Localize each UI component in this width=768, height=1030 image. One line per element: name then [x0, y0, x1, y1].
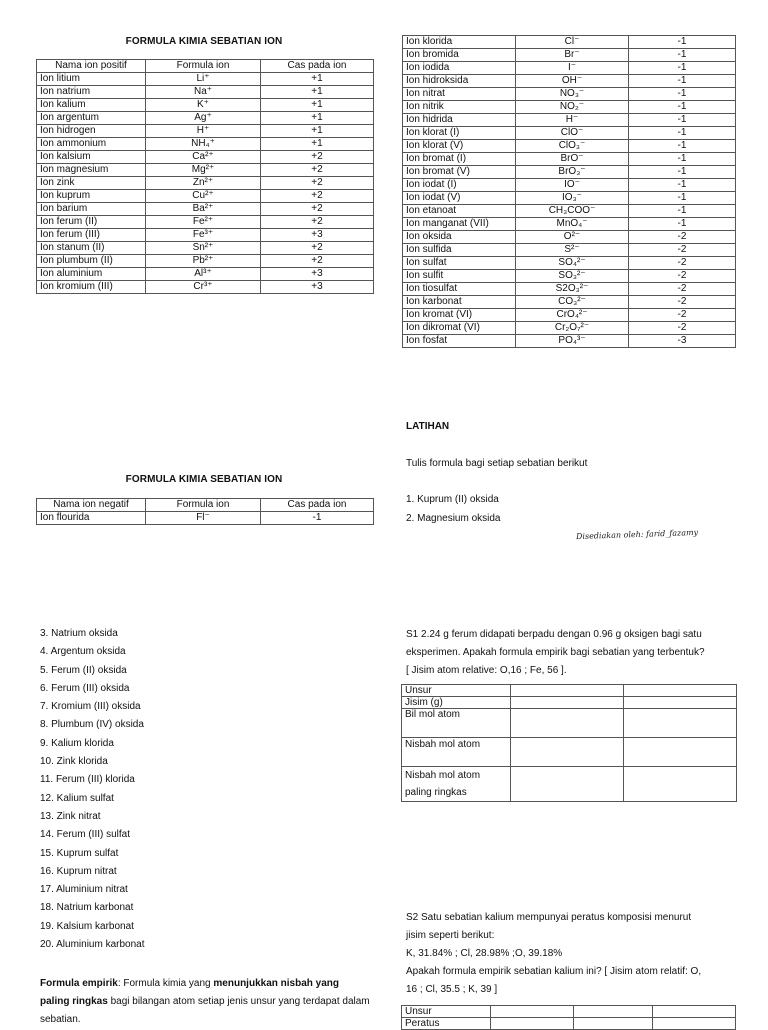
definition-term: Formula empirik [40, 978, 118, 989]
ion-charge: -2 [629, 283, 736, 296]
table-row [403, 166, 736, 179]
ion-charge: -3 [629, 335, 736, 348]
ion-name: Ion stanum (II) [37, 242, 146, 255]
s1-question [406, 626, 746, 680]
ion-charge: -2 [629, 257, 736, 270]
ion-name: Ion hidroksida [403, 75, 516, 88]
ion-formula: NO₂⁻ [516, 101, 629, 114]
s2-work-table [401, 1005, 736, 1030]
ion-formula: OH⁻ [516, 75, 629, 88]
ion-charge: +1 [261, 86, 374, 99]
ion-charge: -2 [629, 309, 736, 322]
ion-formula: Fl⁻ [146, 512, 261, 525]
ion-name: Ion kromium (III) [37, 281, 146, 294]
table-row [403, 205, 736, 218]
list-item: 14. Ferum (III) sulfat [40, 829, 131, 841]
ion-name: Ion klorat (I) [403, 127, 516, 140]
list-item: 9. Kalium klorida [40, 737, 114, 749]
ion-name: Ion bromida [403, 49, 516, 62]
answer-cell[interactable] [574, 1006, 653, 1018]
list-item: 3. Natrium oksida [40, 628, 118, 639]
ion-name: Ion klorida [403, 36, 516, 49]
list-item: 6. Ferum (III) oksida [40, 682, 130, 694]
table-row [402, 685, 737, 697]
table-row [37, 268, 374, 281]
answer-cell[interactable] [491, 1006, 574, 1018]
table-row [37, 281, 374, 294]
row-label: Nisbah mol atom paling ringkas [402, 767, 511, 802]
table-row [37, 112, 374, 125]
ion-name: Ion ammonium [37, 138, 146, 151]
ion-name: Ion aluminium [37, 268, 146, 281]
table-header-row [37, 60, 374, 73]
positive-ions-title: FORMULA KIMIA SEBATIAN ION [125, 36, 283, 47]
ion-formula: ClO₃⁻ [516, 140, 629, 153]
row-label: Unsur [402, 1006, 491, 1018]
answer-cell[interactable] [511, 685, 624, 697]
ion-formula: BrO₃⁻ [516, 166, 629, 179]
ion-formula: S²⁻ [516, 244, 629, 257]
ion-name: Ion oksida [403, 231, 516, 244]
list-item: 13. Zink nitrat [40, 810, 101, 822]
table-row [403, 88, 736, 101]
ion-formula: K⁺ [146, 99, 261, 112]
list-item: 17. Aluminium nitrat [40, 884, 128, 896]
table-row [403, 257, 736, 270]
negative-ions-table-continued [402, 35, 736, 348]
table-row [402, 1006, 736, 1018]
table-row [403, 75, 736, 88]
ion-formula: O²⁻ [516, 231, 629, 244]
table-row [403, 270, 736, 283]
list-item: 15. Kuprum sulfat [40, 847, 119, 859]
answer-cell[interactable] [653, 1006, 736, 1018]
s2-line: 16 ; Cl, 35.5 ; K, 39 ] [406, 984, 498, 995]
row-label: Nisbah mol atom [402, 738, 511, 767]
list-item: 10. Zink klorida [40, 756, 108, 768]
ion-charge: +2 [261, 190, 374, 203]
s2-question [406, 909, 746, 999]
ion-name: Ion flourida [37, 512, 146, 525]
latihan-item: 1. Kuprum (II) oksida [406, 494, 499, 505]
ion-name: Ion etanoat [403, 205, 516, 218]
ion-name: Ion hidrida [403, 114, 516, 127]
ion-charge: -2 [629, 322, 736, 335]
table-row [37, 138, 374, 151]
ion-charge: +2 [261, 242, 374, 255]
ion-formula: PO₄³⁻ [516, 335, 629, 348]
table-row [37, 86, 374, 99]
table-row [402, 767, 737, 802]
answer-cell[interactable] [511, 709, 624, 738]
table-row [403, 296, 736, 309]
table-row [37, 151, 374, 164]
ion-name: Ion nitrik [403, 101, 516, 114]
ion-formula: Cr³⁺ [146, 281, 261, 294]
ion-name: Ion sulfat [403, 257, 516, 270]
ion-name: Ion tiosulfat [403, 283, 516, 296]
negative-ions-title: FORMULA KIMIA SEBATIAN ION [125, 474, 283, 485]
ion-name: Ion sulfit [403, 270, 516, 283]
ion-formula: NO₃⁻ [516, 88, 629, 101]
list-item: 19. Kalsium karbonat [40, 920, 134, 932]
table-row [403, 179, 736, 192]
table-row [403, 283, 736, 296]
table-row [403, 231, 736, 244]
ion-charge: -1 [629, 166, 736, 179]
definition-text: bagi bilangan atom setiap jenis unsur yang terdapat dalam sebatian. [40, 996, 370, 1025]
table-row [403, 36, 736, 49]
ion-formula: H⁻ [516, 114, 629, 127]
list-item: 16. Kuprum nitrat [40, 865, 117, 877]
col-header: Nama ion positif [37, 60, 146, 73]
s1-work-table [401, 684, 737, 802]
table-row [37, 216, 374, 229]
ion-charge: -2 [629, 231, 736, 244]
ion-formula: H⁺ [146, 125, 261, 138]
answer-cell[interactable] [624, 685, 737, 697]
ion-name: Ion nitrat [403, 88, 516, 101]
ion-charge: -1 [629, 218, 736, 231]
ion-formula: BrO⁻ [516, 153, 629, 166]
latihan-item: 2. Magnesium oksida [406, 513, 501, 524]
list-item: 4. Argentum oksida [40, 646, 126, 658]
ion-charge: -1 [629, 153, 736, 166]
col-header: Nama ion negatif [37, 499, 146, 512]
ion-name: Ion sulfida [403, 244, 516, 257]
answer-cell[interactable] [511, 738, 624, 767]
s2-line: Apakah formula empirik sebatian kalium ini? [ Jisim atom relatif: O, [406, 966, 702, 977]
ion-formula: CO₃²⁻ [516, 296, 629, 309]
ion-charge: +2 [261, 164, 374, 177]
ion-charge: -1 [629, 62, 736, 75]
list-item: 20. Aluminium karbonat [40, 939, 145, 951]
positive-ions-table [36, 59, 374, 294]
ion-charge: +3 [261, 229, 374, 242]
ion-charge: +2 [261, 151, 374, 164]
answer-cell[interactable] [511, 767, 624, 802]
ion-name: Ion ferum (II) [37, 216, 146, 229]
table-header-row [37, 499, 374, 512]
col-header: Cas pada ion [261, 60, 374, 73]
ion-formula: MnO₄⁻ [516, 218, 629, 231]
ion-charge: +1 [261, 138, 374, 151]
list-item: 7. Kromium (III) oksida [40, 701, 141, 713]
ion-formula: IO₃⁻ [516, 192, 629, 205]
ion-charge: -1 [629, 140, 736, 153]
ion-name: Ion manganat (VII) [403, 218, 516, 231]
table-row [403, 49, 736, 62]
ion-charge: -1 [629, 192, 736, 205]
table-row [37, 255, 374, 268]
table-row [37, 242, 374, 255]
answer-cell[interactable] [624, 709, 737, 738]
ion-name: Ion fosfat [403, 335, 516, 348]
ion-name: Ion iodida [403, 62, 516, 75]
table-row [403, 140, 736, 153]
ion-formula: SO₄²⁻ [516, 257, 629, 270]
ion-name: Ion dikromat (VI) [403, 322, 516, 335]
col-header: Formula ion [146, 60, 261, 73]
ion-charge: +3 [261, 281, 374, 294]
answer-cell[interactable] [511, 697, 624, 709]
table-row [403, 218, 736, 231]
ion-charge: -1 [629, 205, 736, 218]
ion-charge: -2 [629, 244, 736, 257]
table-row [37, 203, 374, 216]
ion-formula: Ca²⁺ [146, 151, 261, 164]
ion-formula: Ag⁺ [146, 112, 261, 125]
ion-charge: -1 [629, 179, 736, 192]
ion-formula: S2O₃²⁻ [516, 283, 629, 296]
ion-formula: Mg²⁺ [146, 164, 261, 177]
s1-line: eksperimen. Apakah formula empirik bagi sebatian yang terbentuk? [406, 647, 705, 658]
ion-formula: Sn²⁺ [146, 242, 261, 255]
ion-formula: Br⁻ [516, 49, 629, 62]
table-row [402, 738, 737, 767]
ion-name: Ion zink [37, 177, 146, 190]
ion-charge: -1 [629, 88, 736, 101]
s2-line: S2 Satu sebatian kalium mempunyai peratus komposisi menurut [406, 912, 692, 923]
ion-name: Ion hidrogen [37, 125, 146, 138]
list-item: 11. Ferum (III) klorida [40, 774, 135, 786]
ion-charge: -1 [629, 127, 736, 140]
ion-charge: -1 [261, 512, 374, 525]
latihan-title: LATIHAN [406, 421, 450, 432]
table-row [403, 192, 736, 205]
ion-name: Ion bromat (I) [403, 153, 516, 166]
definition-paragraph [40, 975, 370, 1029]
ion-formula: Cu²⁺ [146, 190, 261, 203]
latihan-instruction: Tulis formula bagi setiap sebatian berikut [406, 458, 588, 469]
list-item: 5. Ferum (II) oksida [40, 664, 127, 676]
table-row [403, 101, 736, 114]
row-label: Unsur [402, 685, 511, 697]
ion-name: Ion barium [37, 203, 146, 216]
ion-formula: Fe²⁺ [146, 216, 261, 229]
s2-line: jisim seperti berikut: [406, 930, 495, 941]
ion-formula: Cr₂O₇²⁻ [516, 322, 629, 335]
ion-name: Ion plumbum (II) [37, 255, 146, 268]
table-row [37, 99, 374, 112]
s1-line: S1 2.24 g ferum didapati berpadu dengan 0.96 g oksigen bagi satu [406, 629, 702, 640]
table-row [37, 229, 374, 242]
ion-formula: Al³⁺ [146, 268, 261, 281]
ion-formula: I⁻ [516, 62, 629, 75]
answer-cell[interactable] [624, 767, 737, 802]
table-row [402, 709, 737, 738]
ion-formula: Na⁺ [146, 86, 261, 99]
s1-line: [ Jisim atom relative: O,16 ; Fe, 56 ]. [406, 665, 567, 676]
ion-formula: SO₃²⁻ [516, 270, 629, 283]
table-row [402, 697, 737, 709]
ion-charge: -2 [629, 296, 736, 309]
ion-name: Ion kalium [37, 99, 146, 112]
exercise-list [40, 625, 370, 954]
definition-emphasis: menunjukkan nisbah yang paling ringkas [40, 978, 339, 1007]
row-label: Jisim (g) [402, 697, 511, 709]
table-row [37, 73, 374, 86]
table-row [403, 244, 736, 257]
table-row [403, 322, 736, 335]
list-item: 8. Plumbum (IV) oksida [40, 719, 144, 731]
list-item: 12. Kalium sulfat [40, 792, 114, 804]
ion-name: Ion klorat (V) [403, 140, 516, 153]
ion-charge: -1 [629, 36, 736, 49]
ion-charge: +2 [261, 177, 374, 190]
ion-name: Ion iodat (V) [403, 192, 516, 205]
ion-name: Ion karbonat [403, 296, 516, 309]
ion-charge: +2 [261, 216, 374, 229]
ion-name: Ion kuprum [37, 190, 146, 203]
table-row [403, 114, 736, 127]
ion-charge: +1 [261, 73, 374, 86]
negative-ions-table [36, 498, 374, 525]
ion-formula: Cl⁻ [516, 36, 629, 49]
col-header: Formula ion [146, 499, 261, 512]
ion-charge: -2 [629, 270, 736, 283]
table-row [403, 62, 736, 75]
ion-charge: +2 [261, 255, 374, 268]
row-label: Peratus [402, 1018, 491, 1030]
ion-formula: ClO⁻ [516, 127, 629, 140]
table-row [37, 164, 374, 177]
table-row [37, 125, 374, 138]
ion-name: Ion natrium [37, 86, 146, 99]
ion-formula: CrO₄²⁻ [516, 309, 629, 322]
ion-charge: -1 [629, 75, 736, 88]
ion-name: Ion kromat (VI) [403, 309, 516, 322]
ion-formula: Zn²⁺ [146, 177, 261, 190]
ion-formula: CH₃COO⁻ [516, 205, 629, 218]
ion-formula: Fe³⁺ [146, 229, 261, 242]
definition-text: : Formula kimia yang [117, 978, 214, 989]
ion-name: Ion bromat (V) [403, 166, 516, 179]
s2-line: K, 31.84% ; Cl, 28.98% ;O, 39.18% [406, 948, 563, 959]
col-header: Cas pada ion [261, 499, 374, 512]
ion-charge: +1 [261, 125, 374, 138]
ion-charge: -1 [629, 101, 736, 114]
ion-charge: +2 [261, 203, 374, 216]
answer-cell[interactable] [624, 697, 737, 709]
ion-formula: NH₄⁺ [146, 138, 261, 151]
table-row [37, 190, 374, 203]
ion-name: Ion argentum [37, 112, 146, 125]
ion-formula: Li⁺ [146, 73, 261, 86]
author-signature: Disediakan oleh: farid_fazamy [575, 527, 699, 542]
ion-charge: -1 [629, 49, 736, 62]
list-item: 18. Natrium karbonat [40, 902, 134, 914]
answer-cell[interactable] [624, 738, 737, 767]
ion-name: Ion iodat (I) [403, 179, 516, 192]
table-row [37, 512, 374, 525]
ion-formula: Ba²⁺ [146, 203, 261, 216]
table-row [403, 127, 736, 140]
table-row [37, 177, 374, 190]
table-row [403, 335, 736, 348]
ion-charge: -1 [629, 114, 736, 127]
ion-name: Ion litium [37, 73, 146, 86]
ion-formula: Pb²⁺ [146, 255, 261, 268]
ion-name: Ion kalsium [37, 151, 146, 164]
ion-name: Ion magnesium [37, 164, 146, 177]
ion-name: Ion ferum (III) [37, 229, 146, 242]
ion-charge: +3 [261, 268, 374, 281]
ion-charge: +1 [261, 99, 374, 112]
table-row [403, 309, 736, 322]
table-row [403, 153, 736, 166]
ion-charge: +1 [261, 112, 374, 125]
row-label: Bil mol atom [402, 709, 511, 738]
ion-formula: IO⁻ [516, 179, 629, 192]
